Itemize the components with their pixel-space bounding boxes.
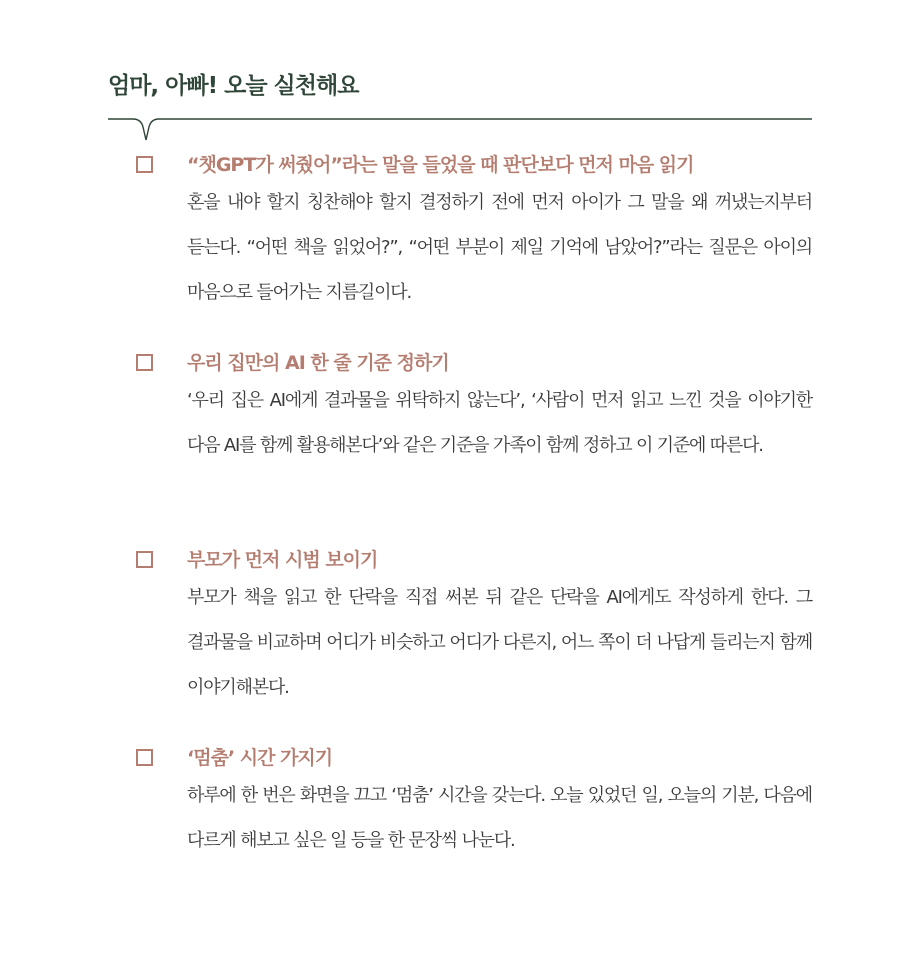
- checkbox[interactable]: [136, 354, 153, 371]
- item-title: 우리 집만의 AI 한 줄 기준 정하기: [187, 352, 449, 374]
- item-body: ‘우리 집은 AI에게 결과물을 위탁하지 않는다’, ‘사람이 먼저 읽고 느낀 것을 이야기한 다음 AI를 함께 활용해본다’와 같은 기준을 가족이 함께 정하고 이 기준에 따른다.: [187, 390, 812, 456]
- checkbox[interactable]: [136, 551, 153, 568]
- checkbox[interactable]: [136, 156, 153, 173]
- item-body: 하루에 한 번은 화면을 끄고 ‘멈춤’ 시간을 갖는다. 오늘 있었던 일, 오늘의 기분, 다음에 다르게 해보고 싶은 일 등을 한 문장씩 나눈다.: [187, 785, 812, 851]
- item-body: 부모가 책을 읽고 한 단락을 직접 써본 뒤 같은 단락을 AI에게도 작성하게 한다. 그 결과물을 비교하며 어디가 비슷하고 어디가 다른지, 어느 쪽이 더 나답게 들리는지 함께 이야기해본다.: [187, 587, 812, 698]
- checkbox[interactable]: [136, 749, 153, 766]
- item-title: “챗GPT가 써줬어”라는 말을 들었을 때 판단보다 먼저 마음 읽기: [187, 154, 694, 176]
- item-title: 부모가 먼저 시범 보이기: [187, 549, 378, 571]
- title-divider: [108, 110, 812, 144]
- page-title: 엄마, 아빠! 오늘 실천해요: [108, 73, 359, 99]
- item-title: ‘멈춤’ 시간 가지기: [187, 747, 333, 769]
- item-body: 혼을 내야 할지 칭찬해야 할지 결정하기 전에 먼저 아이가 그 말을 왜 꺼냈는지부터 듣는다. “어떤 책을 읽었어?”, “어떤 부분이 제일 기억에 남았어?”라는 질문은 아이의 마음으로 들어가는 지름길이다.: [187, 192, 812, 303]
